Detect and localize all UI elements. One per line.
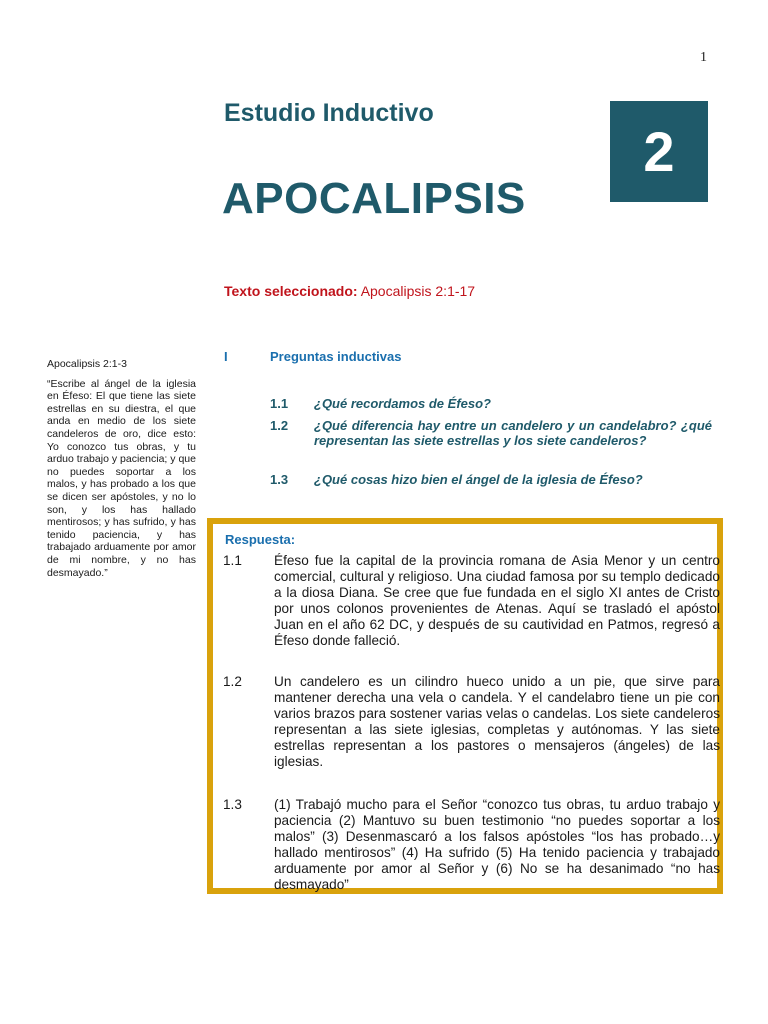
selected-text-label: Texto seleccionado: — [224, 283, 358, 299]
sidebar-quote: “Escribe al ángel de la iglesia en Éfeso: El que tiene las siete estrellas en su diestra, el que anda en medio de los siete candeleros de oro, dice esto: Yo conozco tus obras, y tu arduo trabajo y paciencia; y que no puedes soportar a los malos, y has probado a los que se dicen ser apóstoles, y no lo son, y los has hallado mentirosos; y has sufrido, y has tenido paciencia, y has trabajado arduamente por amor de mi nombre, y no has desmayado.” — [47, 377, 196, 579]
answer-number: 1.1 — [223, 553, 242, 568]
sidebar-quote-panel — [47, 358, 196, 579]
answer-title: Respuesta: — [225, 532, 296, 547]
answer-item — [223, 674, 720, 770]
question-item — [270, 472, 712, 487]
question-text: ¿Qué recordamos de Éfeso? — [314, 396, 491, 411]
answer-item — [223, 797, 720, 893]
answer-text: (1) Trabajó mucho para el Señor “conozco tus obras, tu arduo trabajo y paciencia (2) Mantuvo su buen testimonio “no puedes soportar a los malos” (3) Desenmascaró a los falsos apóstoles “los has probado…y hallado mentirosos” (4) Ha sufrido (5) Ha tenido paciencia y trabajado arduamente por amor al Señor y (6) No se ha desanimado “no has desmayado” — [274, 797, 720, 892]
selected-text-line — [224, 283, 475, 299]
question-number: 1.1 — [270, 396, 289, 411]
question-item — [270, 396, 712, 411]
answer-item — [223, 553, 720, 649]
section-roman-numeral: I — [224, 349, 228, 364]
document-subtitle: Estudio Inductivo — [224, 99, 434, 127]
lesson-number-badge: 2 — [610, 101, 708, 202]
page-number: 1 — [700, 50, 707, 65]
question-text: ¿Qué cosas hizo bien el ángel de la iglesia de Éfeso? — [314, 472, 643, 487]
answer-text: Éfeso fue la capital de la provincia romana de Asia Menor y un centro comercial, cultural y religioso. Una ciudad famosa por su templo dedicado a la diosa Diana. Se cree que fue fundada en el siglo XI antes de Cristo por unos colonos provenientes de Atenas. Aquí se trasladó el apóstol Juan en el año 62 DC, y después de su cautividad en Patmos, regresó a Éfeso donde falleció. — [274, 553, 720, 648]
question-text: ¿Qué diferencia hay entre un candelero y un candelabro? ¿qué representan las siete estrellas y los siete candeleros? — [314, 418, 712, 448]
answer-box — [207, 518, 723, 894]
document-title: APOCALIPSIS — [222, 174, 526, 223]
question-number: 1.3 — [270, 472, 289, 487]
answer-text: Un candelero es un cilindro hueco unido a un pie, que sirve para mantener derecha una vela o candela. Y el candelabro tiene un pie con varios brazos para sostener varias velas o candelas. Los siete candeleros representan a las siete iglesias, completas y autónomas. Y las siete estrellas representan a los pastores o mensajeros (ángeles) de las iglesias. — [274, 674, 720, 769]
section-heading — [224, 349, 401, 364]
question-item — [270, 418, 712, 448]
section-title: Preguntas inductivas — [270, 349, 402, 364]
answer-number: 1.2 — [223, 674, 242, 689]
selected-text-value: Apocalipsis 2:1-17 — [360, 283, 476, 299]
question-number: 1.2 — [270, 418, 289, 433]
answer-number: 1.3 — [223, 797, 242, 812]
sidebar-reference: Apocalipsis 2:1-3 — [47, 358, 127, 370]
